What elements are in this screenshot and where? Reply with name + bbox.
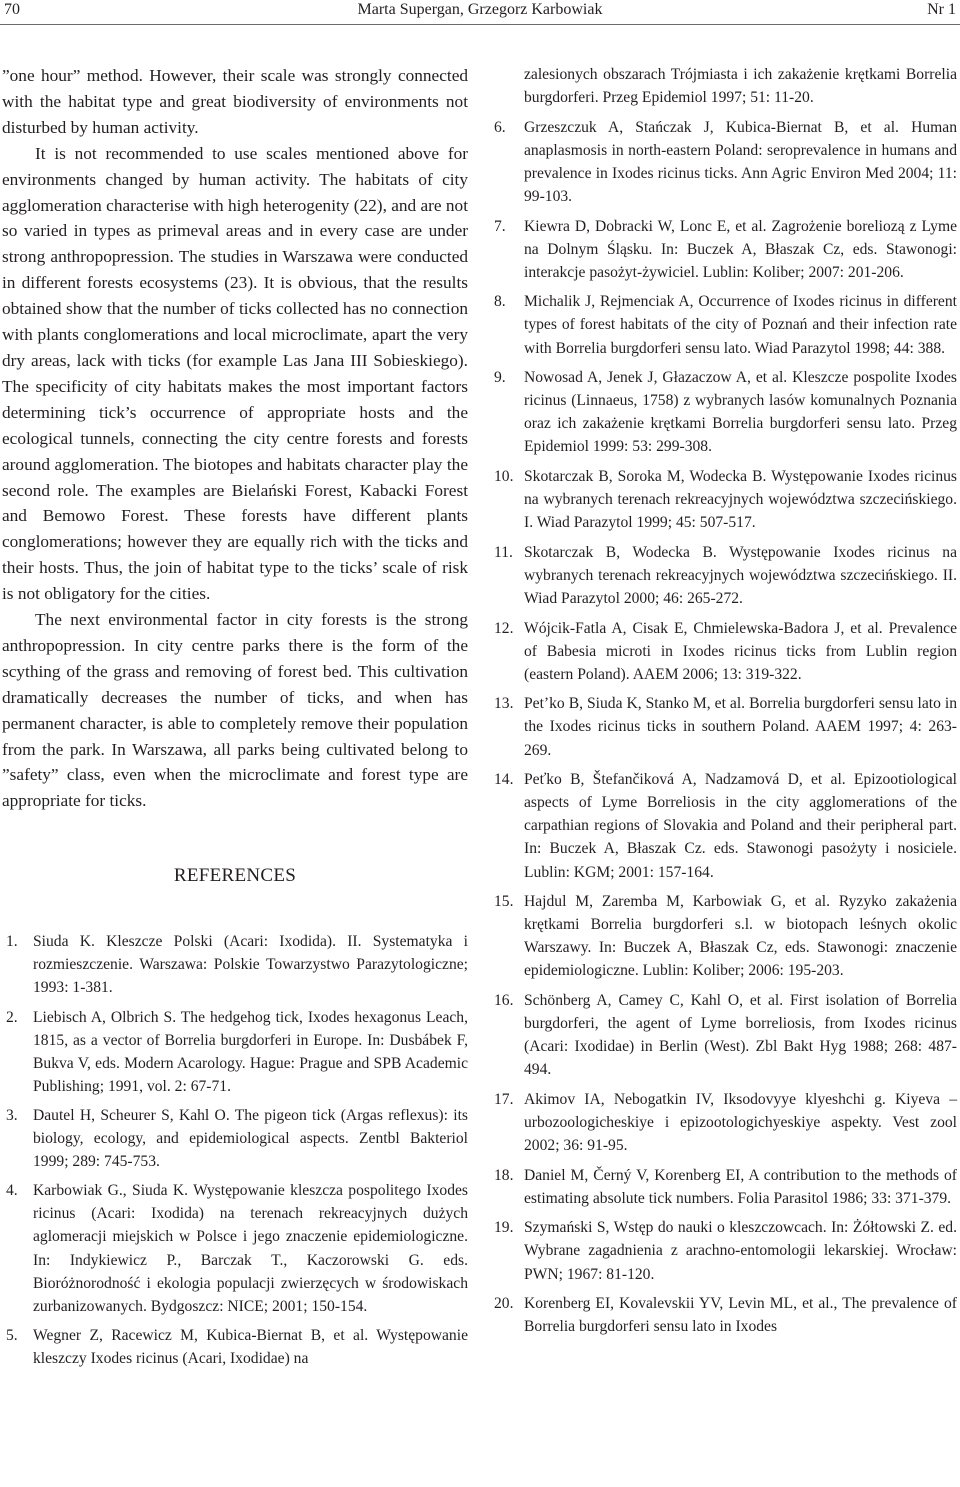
reference-text: Michalik J, Rejmenciak A, Occurrence of Ixodes ricinus in different types of forest habitats of the city of Poznań and their infection rate with Borrelia burgdorferi sensu lato. Wiad Parazytol 1998; 44: 388. xyxy=(524,293,957,357)
reference-item xyxy=(494,290,957,359)
reference-text: Liebisch A, Olbrich S. The hedgehog tick, Ixodes hexagonus Leach, 1815, as a vector of Borrelia burgdorferi in Europe. In: Dusbábek F, Bukva V, eds. Modern Acarology. Hague: Prague and SPB Academic Publishing; 1991, vol. 2: 67-71. xyxy=(33,1008,468,1095)
reference-number: 6. xyxy=(494,118,506,136)
header-divider xyxy=(0,24,960,25)
reference-item xyxy=(2,1179,468,1318)
body-paragraph: The next environmental factor in city forests is the strong anthropopression. In city centre parks there is the form of the scything of the grass and removing of forest bed. This cultivation dramatically decreases the number of ticks, and when has permanent character, is able to completely remove their population from the park. In Warszawa, all parks being cultivated belong to ”safety” class, even when the microclimate and forest type are appropriate for ticks. xyxy=(2,610,468,811)
reference-text: Akimov IA, Nebogatkin IV, Iksodovyye klyeshchi g. Kiyeva – urbozoologicheskiye i epizootologichyeskiye aspekty. Vest zool 2002; 36: 91-95. xyxy=(524,1090,957,1155)
reference-text: Kiewra D, Dobracki W, Lonc E, et al. Zagrożenie boreliozą z Lyme na Dolnym Śląsku. In: Buczek A, Błaszak Cz, eds. Stawonogi: interakcje pasożyt-żywiciel. Lublin: Koliber; 2007: 201-206. xyxy=(524,217,957,281)
reference-number: 15. xyxy=(494,893,514,911)
reference-item xyxy=(494,116,957,208)
reference-item xyxy=(494,617,957,686)
reference-number: 3. xyxy=(6,1106,18,1124)
reference-number: 12. xyxy=(494,619,514,637)
reference-text: Karbowiak G., Siuda K. Występowanie kleszcza pospolitego Ixodes ricinus (Acari: Ixodida) na terenach rekreacyjnych dużych aglomeracji miejskich w Polsce i jego znaczenie epidemiologiczne. In: Indykiewicz P., Barczak T., Kaczorowski G. eds. Bioróżnorodność i ekologia populacji zwierzęcych w środowiskach zurbanizowanych. Bydgoszcz: NICE; 2001; 150-154. xyxy=(33,1182,468,1315)
reference-item xyxy=(494,366,957,458)
running-head-authors: Marta Supergan, Grzegorz Karbowiak xyxy=(357,1,603,18)
reference-item xyxy=(2,1324,468,1370)
reference-text: zalesionych obszarach Trójmiasta i ich zakażenie krętkami Borrelia burgdorferi. Przeg Epidemiol 1997; 51: 11-20. xyxy=(524,66,957,107)
reference-number: 13. xyxy=(494,695,514,713)
issue-number: Nr 1 xyxy=(927,1,956,18)
reference-number: 9. xyxy=(494,369,506,387)
running-header xyxy=(0,0,960,24)
reference-number: 8. xyxy=(494,293,506,311)
reference-item xyxy=(2,1104,468,1173)
reference-item xyxy=(494,1216,957,1285)
reference-number: 5. xyxy=(6,1326,18,1344)
reference-item xyxy=(494,1292,957,1338)
body-paragraph: It is not recommended to use scales mentioned above for environments changed by human activity. The habitats of city agglomeration characterise with high heterogenity (22), and are not so varied in types as primeval areas and in every case are under strong anthropopression. The studies in Warszawa were conducted in different forests ecosystems (23). It is obvious, that the results obtained show that the number of ticks collected has no connection with plants conglomerations and local microclimate, apart the very dry areas, lack with ticks (for example Las Jana III Sobieskiego). The specificity of city habitats makes the most important factors determining tick’s occurrence of appropriate hosts and the ecological tunnels, connecting the city centre forests and forests around agglomeration. The biotopes and habitats character play the second role. The examples are Bielański Forest, Kabacki Forest and Bemowo Forest. These forests have different plants conglomerations; however they are equally rich with the ticks and their hosts. Thus, the join of habitat type to the ticks’ scale of risk is not obligatory for the cities. xyxy=(2,143,468,604)
references-list-right xyxy=(494,63,957,1338)
reference-text: Nowosad A, Jenek J, Głazaczow A, et al. Kleszcze pospolite Ixodes ricinus (Linnaeus, 1758) z wybranych lasów komunalnych Poznania oraz ich zakażenie krętkami Borrelia burgdorferi sensu lato. Przeg Epidemiol 1999: 53: 299-308. xyxy=(524,369,957,456)
reference-item xyxy=(494,768,957,883)
reference-text: Korenberg EI, Kovalevskii YV, Levin ML, et al., The prevalence of Borrelia burgdorferi sensu lato in Ixodes xyxy=(524,1295,957,1336)
reference-item xyxy=(494,692,957,761)
reference-item xyxy=(494,989,957,1081)
reference-text: Wójcik-Fatla A, Cisak E, Chmielewska-Badora J, et al. Prevalence of Babesia microti in Ixodes ricinus ticks from Lublin region (eastern Poland). AAEM 2006; 13: 319-322. xyxy=(524,619,957,683)
reference-number: 11. xyxy=(494,543,513,561)
reference-number: 14. xyxy=(494,771,514,789)
left-column xyxy=(2,63,468,1376)
reference-text: Grzeszczuk A, Stańczak J, Kubica-Biernat B, et al. Human anaplasmosis in north-eastern Poland: seroprevalence in humans and prevalence in Ixodes ricinus ticks. Ann Agric Environ Med 2004; 11: 99-103. xyxy=(524,118,957,205)
reference-text: Wegner Z, Racewicz M, Kubica-Biernat B, et al. Występowanie kleszczy Ixodes ricinus (Acari, Ixodidae) na xyxy=(33,1326,468,1367)
body-text xyxy=(2,63,468,814)
reference-number: 19. xyxy=(494,1219,514,1237)
references-list-left xyxy=(2,930,468,1370)
body-paragraph: ”one hour” method. However, their scale was strongly connected with the habitat type and great biodiversity of environments not disturbed by human activity. xyxy=(2,66,468,137)
reference-text: Peťko B, Štefančiková A, Nadzamová D, et al. Epizootiological aspects of Lyme Borreliosis in the city agglomerations of the carpathian regions of Slovakia and Poland and their peripheral part. In: Buczek A, Błaszak Cz. eds. Stawonogi pasożyty i nosiciele. Lublin: KGM; 2001: 157-164. xyxy=(524,771,957,881)
reference-text: Skotarczak B, Wodecka B. Występowanie Ixodes ricinus na wybranych terenach rekreacyjnych województwa szczecińskiego. II. Wiad Parazytol 2000; 46: 265-272. xyxy=(524,543,957,607)
reference-item xyxy=(494,215,957,284)
reference-text: Schönberg A, Camey C, Kahl O, et al. First isolation of Borrelia burgdorferi, the agent of Lyme borreliosis, from Ixodes ricinus (Acari: Ixodidae) in Berlin (West). Zbl Bakt Hyg 1988; 268: 487-494. xyxy=(524,991,957,1079)
reference-number: 2. xyxy=(6,1008,18,1026)
reference-text: Pet’ko B, Siuda K, Stanko M, et al. Borrelia burgdorferi sensu lato in the Ixodes ricinus ticks in southern Poland. AAEM 1997; 4: 263-269. xyxy=(524,695,957,759)
reference-text: Dautel H, Scheurer S, Kahl O. The pigeon tick (Argas reflexus): its biology, ecology, and epidemiological aspects. Zentbl Bakteriol 1999; 289: 745-753. xyxy=(33,1106,468,1171)
reference-number: 10. xyxy=(494,468,514,485)
reference-number: 7. xyxy=(494,217,506,235)
reference-number: 1. xyxy=(6,933,18,951)
reference-item xyxy=(2,1006,468,1098)
reference-continuation xyxy=(494,63,957,109)
reference-number: 4. xyxy=(6,1182,18,1200)
reference-item xyxy=(494,465,957,534)
right-column xyxy=(494,63,957,1345)
reference-number: 16. xyxy=(494,991,514,1009)
reference-item xyxy=(494,890,957,982)
reference-text: Szymański S, Wstęp do nauki o kleszczowcach. In: Żółtowski Z. ed. Wybrane zagadnienia z arachno-entomologii lekarskiej. Wrocław: PWN; 1967: 81-120. xyxy=(524,1219,957,1283)
reference-item xyxy=(494,1088,957,1157)
page-number: 70 xyxy=(4,1,20,18)
reference-text: Skotarczak B, Soroka M, Wodecka B. Występowanie Ixodes ricinus na wybranych terenach rekreacyjnych województwa szczecińskiego. I. Wiad Parazytol 1999; 45: 507-517. xyxy=(524,468,957,532)
reference-item xyxy=(494,541,957,610)
reference-text: Hajdul M, Zaremba M, Karbowiak G, et al. Ryzyko zakażenia krętkami Borrelia burgdorferi s.l. w biotopach leśnych okolic Warszawy. In: Buczek A, Błaszak Cz, eds. Stawonogi: znaczenie epidemiologiczne. Lublin: Koliber; 2006: 195-203. xyxy=(524,893,957,980)
reference-item xyxy=(2,930,468,999)
reference-text: Siuda K. Kleszcze Polski (Acari: Ixodida). II. Systematyka i rozmieszczenie. Warszawa: Polskie Towarzystwo Parazytologiczne; 1993: 1-381. xyxy=(33,933,468,997)
reference-number: 17. xyxy=(494,1090,514,1108)
reference-number: 18. xyxy=(494,1166,514,1184)
references-heading: REFERENCES xyxy=(173,865,297,887)
reference-number: 20. xyxy=(494,1295,514,1313)
reference-item xyxy=(494,1164,957,1210)
reference-text: Daniel M, Černý V, Korenberg EI, A contribution to the methods of estimating absolute tick numbers. Folia Parasitol 1986; 33: 371-379. xyxy=(524,1166,957,1207)
